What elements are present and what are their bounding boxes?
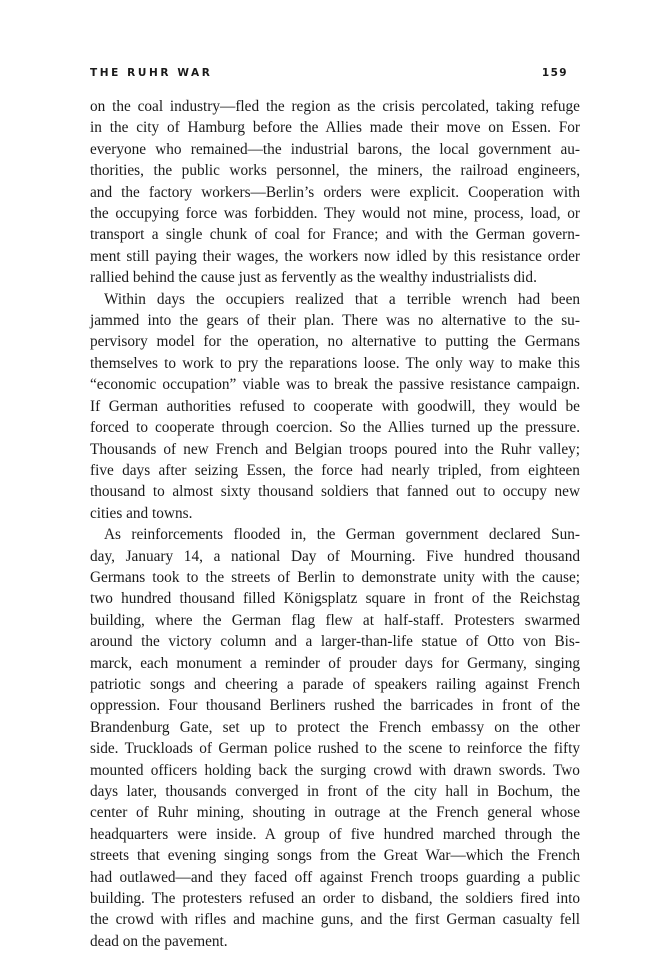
text-line: forced to cooperate through coercion. So the Allies turned up the pressure. [90,419,581,437]
text-line: two hundred thousand filled Königsplatz square in front of the Reichstag [90,590,580,608]
text-line: Thousands of new French and Belgian troops poured into the Ruhr valley; [90,440,581,458]
text-line: Within days the occupiers realized that a terrible wrench had been [104,290,581,308]
text-line: themselves to work to pry the reparations loose. The only way to make this [90,354,580,372]
text-line: cities and towns. [90,504,193,522]
text-line: everyone who remained—the industrial barons, the local government au- [90,140,581,158]
text-line: in the city of Hamburg before the Allies made their move on Essen. For [90,119,580,137]
text-line: As reinforcements flooded in, the German government declared Sun- [104,526,580,544]
text-line: Germans took to the streets of Berlin to demonstrate unity with the cause; [90,568,581,586]
text-line: day, January 14, a national Day of Mourning. Five hundred thousand [90,547,581,565]
text-line: patriotic songs and cheering a parade of speakers railing against French [90,675,580,693]
running-head [90,67,568,83]
text-line: pervisory model for the operation, no alternative to putting the Germans [90,333,580,351]
text-line: on the coal industry—fled the region as the crisis percolated, taking refuge [90,98,580,115]
text-line: days later, thousands converged in front of the city hall in Bochum, the [90,783,581,800]
text-line: jammed into the gears of their plan. There was no alternative to the su- [90,312,580,330]
text-line: ment still paying their wages, the workers now idled by this resistance order [90,247,581,265]
text-line: oppression. Four thousand Berliners rushed the barricades in front of the [90,697,581,715]
text-line: building. The protesters refused an order to disband, the soldiers fired into [90,890,581,908]
text-line: had outlawed—and they faced off against French troops guarding a public [90,868,581,886]
text-line: building, where the German flag flew at half-staff. Protesters swarmed [90,611,581,629]
text-line: five days after seizing Essen, the force had nearly tripled, from eighteen [90,461,580,479]
text-line: headquarters were inside. A group of five hundred marched through the [90,825,580,843]
text-line: center of Ruhr mining, shouting in outrage at the French general whose [90,804,581,822]
text-line: streets that evening singing songs from the Great War—which the French [90,847,581,865]
text-line: thorities, the public works personnel, the miners, the railroad engineers, [90,162,581,180]
text-line: the crowd with rifles and machine guns, and the first German casualty fell [90,911,580,929]
text-line: the occupying force was forbidden. They would not mine, process, load, or [90,205,580,223]
page-number: 159 [541,67,568,79]
text-line: marck, each monument a reminder of prouder days for Germany, singing [90,654,581,672]
body-text [90,96,580,952]
text-line: and the factory workers—Berlin’s orders were explicit. Cooperation with [90,183,580,201]
text-line: around the victory column and a larger-than-life statue of Otto von Bis- [90,633,580,651]
paragraph [90,524,580,952]
text-line: side. Truckloads of German police rushed to the scene to reinforce the fifty [90,740,581,758]
text-line: thousand to almost sixty thousand soldiers that fanned out to occupy new [90,483,581,501]
paragraph [90,96,580,289]
text-line: dead on the pavement. [90,932,228,950]
text-line: rallied behind the cause just as fervently as the wealthy industrialists did. [90,269,537,287]
text-line: mounted officers holding back the surging crowd with drawn swords. Two [90,761,580,779]
text-line: If German authorities refused to cooperate with goodwill, they would be [90,397,580,415]
text-line: “economic occupation” viable was to break the passive resistance campaign. [90,376,580,394]
paragraph [90,289,580,524]
text-line: transport a single chunk of coal for France; and with the German govern- [90,226,580,244]
text-line: Brandenburg Gate, set up to protect the French embassy on the other [90,718,581,736]
chapter-title: THE RUHR WAR [90,67,213,79]
